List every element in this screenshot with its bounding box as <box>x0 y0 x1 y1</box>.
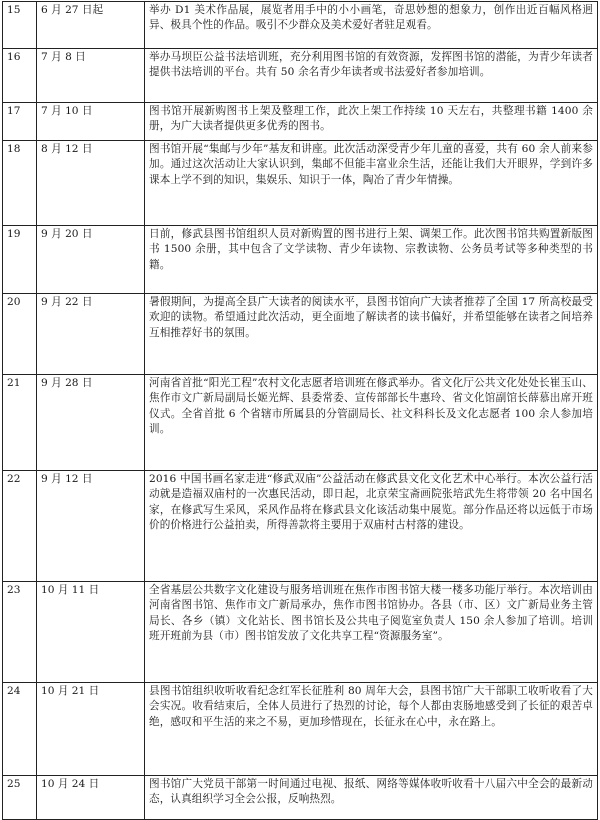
row-number: 22 <box>3 471 37 582</box>
row-number: 21 <box>3 375 37 471</box>
row-description: 2016 中国书画名家走进“修武双庙”公益活动在修武县文化文化艺术中心举行。本次公益行活动就是造福双庙村的一次惠民活动，即日起，北京荣宝斋画院张培武先生将带领 20 名中国名家，在修武写生采风，采风作品将在修武县文化该活动集中展览。部分作品还将以远低于市场价的价格进行公益拍卖，所得善款将主要用于双庙村古村落的建设。 <box>145 471 598 582</box>
table-row <box>3 683 598 776</box>
row-number: 23 <box>3 582 37 683</box>
row-date: 8 月 12 日 <box>37 141 145 226</box>
row-date: 7 月 10 日 <box>37 103 145 141</box>
table-row <box>3 294 598 375</box>
events-table <box>2 1 598 820</box>
table-row <box>3 49 598 103</box>
row-description: 暑假期间，为提高全县广大读者的阅读水平，县图书馆向广大读者推荐了全国 17 所高校最受欢迎的读物。希望通过此次活动，更全面地了解读者的读书偏好，并希望能够在读者之间培养互相推荐好书的氛围。 <box>145 294 598 375</box>
table-row <box>3 226 598 294</box>
row-description: 河南省首批“阳光工程”农村文化志愿者培训班在修武举办。省文化厅公共文化处处长崔玉山、焦作市文广新局副局长姬光辉、县委常委、宣传部部长牛惠玲、省文化馆副馆长薛慕出席开班仪式。全省首批 6 个省辖市所属县的分管副局长、社文科科长及文化志愿者 100 余人参加培训。 <box>145 375 598 471</box>
row-number: 18 <box>3 141 37 226</box>
row-number: 17 <box>3 103 37 141</box>
table-row <box>3 471 598 582</box>
row-description: 举办 D1 美术作品展，展览者用手中的小小画笔，奇思妙想的想象力，创作出近百幅风格迥异、极具个性的作品。吸引不少群众及美术爱好者驻足观看。 <box>145 2 598 49</box>
row-date: 9 月 28 日 <box>37 375 145 471</box>
table-row <box>3 103 598 141</box>
row-description: 举办马坝臣公益书法培训班，充分利用图书馆的有效资源，发挥图书馆的潜能，为青少年读者提供书法培训的平台。共有 50 余名青少年读者或书法爱好者参加培训。 <box>145 49 598 103</box>
row-date: 9 月 12 日 <box>37 471 145 582</box>
row-date: 6 月 27 日起 <box>37 2 145 49</box>
table-row <box>3 582 598 683</box>
row-number: 20 <box>3 294 37 375</box>
row-date: 7 月 8 日 <box>37 49 145 103</box>
row-number: 24 <box>3 683 37 776</box>
row-date: 10 月 24 日 <box>37 776 145 820</box>
row-date: 10 月 11 日 <box>37 582 145 683</box>
row-description: 全省基层公共数字文化建设与服务培训班在焦作市图书馆大楼一楼多功能厅举行。本次培训由河南省图书馆、焦作市文广新局承办，焦作市图书馆协办。各县（市、区）文广新局业务主管局长、各乡（镇）文化站长、图书馆长及公共电子阅览室负责人 150 余人参加了培训。培训班开班前为县（市）图书馆发放了文化共享工程“资源服务室”。 <box>145 582 598 683</box>
row-date: 9 月 20 日 <box>37 226 145 294</box>
table-row <box>3 375 598 471</box>
row-description: 图书馆开展“集邮与少年”基友和讲座。此次活动深受青少年儿童的喜爱，共有 60 余人前来参加。通过这次活动让大家认识到，集邮不但能丰富业余生活，还能让我们大开眼界，学到许多课本上学不到的知识，集娱乐、知识于一体，陶冶了青少年情操。 <box>145 141 598 226</box>
row-date: 9 月 22 日 <box>37 294 145 375</box>
row-number: 16 <box>3 49 37 103</box>
row-date: 10 月 21 日 <box>37 683 145 776</box>
row-description: 日前，修武县图书馆组织人员对新购置的图书进行上架、调架工作。此次图书馆共购置新版图书 1500 余册，其中包含了文学读物、青少年读物、宗教读物、公务员考试等多种类型的书籍。 <box>145 226 598 294</box>
row-number: 25 <box>3 776 37 820</box>
row-description: 图书馆广大党员干部第一时间通过电视、报纸、网络等媒体收听收看十八届六中全会的最新动态，认真组织学习全会公报，反响热烈。 <box>145 776 598 820</box>
table-row <box>3 776 598 820</box>
table-row <box>3 141 598 226</box>
row-number: 15 <box>3 2 37 49</box>
table-row <box>3 2 598 49</box>
row-description: 图书馆开展新购图书上架及整理工作，此次上架工作持续 10 天左右，共整理书籍 1400 余册，为广大读者提供更多优秀的图书。 <box>145 103 598 141</box>
row-number: 19 <box>3 226 37 294</box>
row-description: 县图书馆组织收听收看纪念红军长征胜利 80 周年大会，县图书馆广大干部职工收听收看了大会实况。收看结束后，全体人员进行了热烈的讨论，每个人都由衷肠地感受到了长征的艰苦卓绝，感叹和平生活的来之不易，更加珍惜现在，长征永在心中，永在路上。 <box>145 683 598 776</box>
